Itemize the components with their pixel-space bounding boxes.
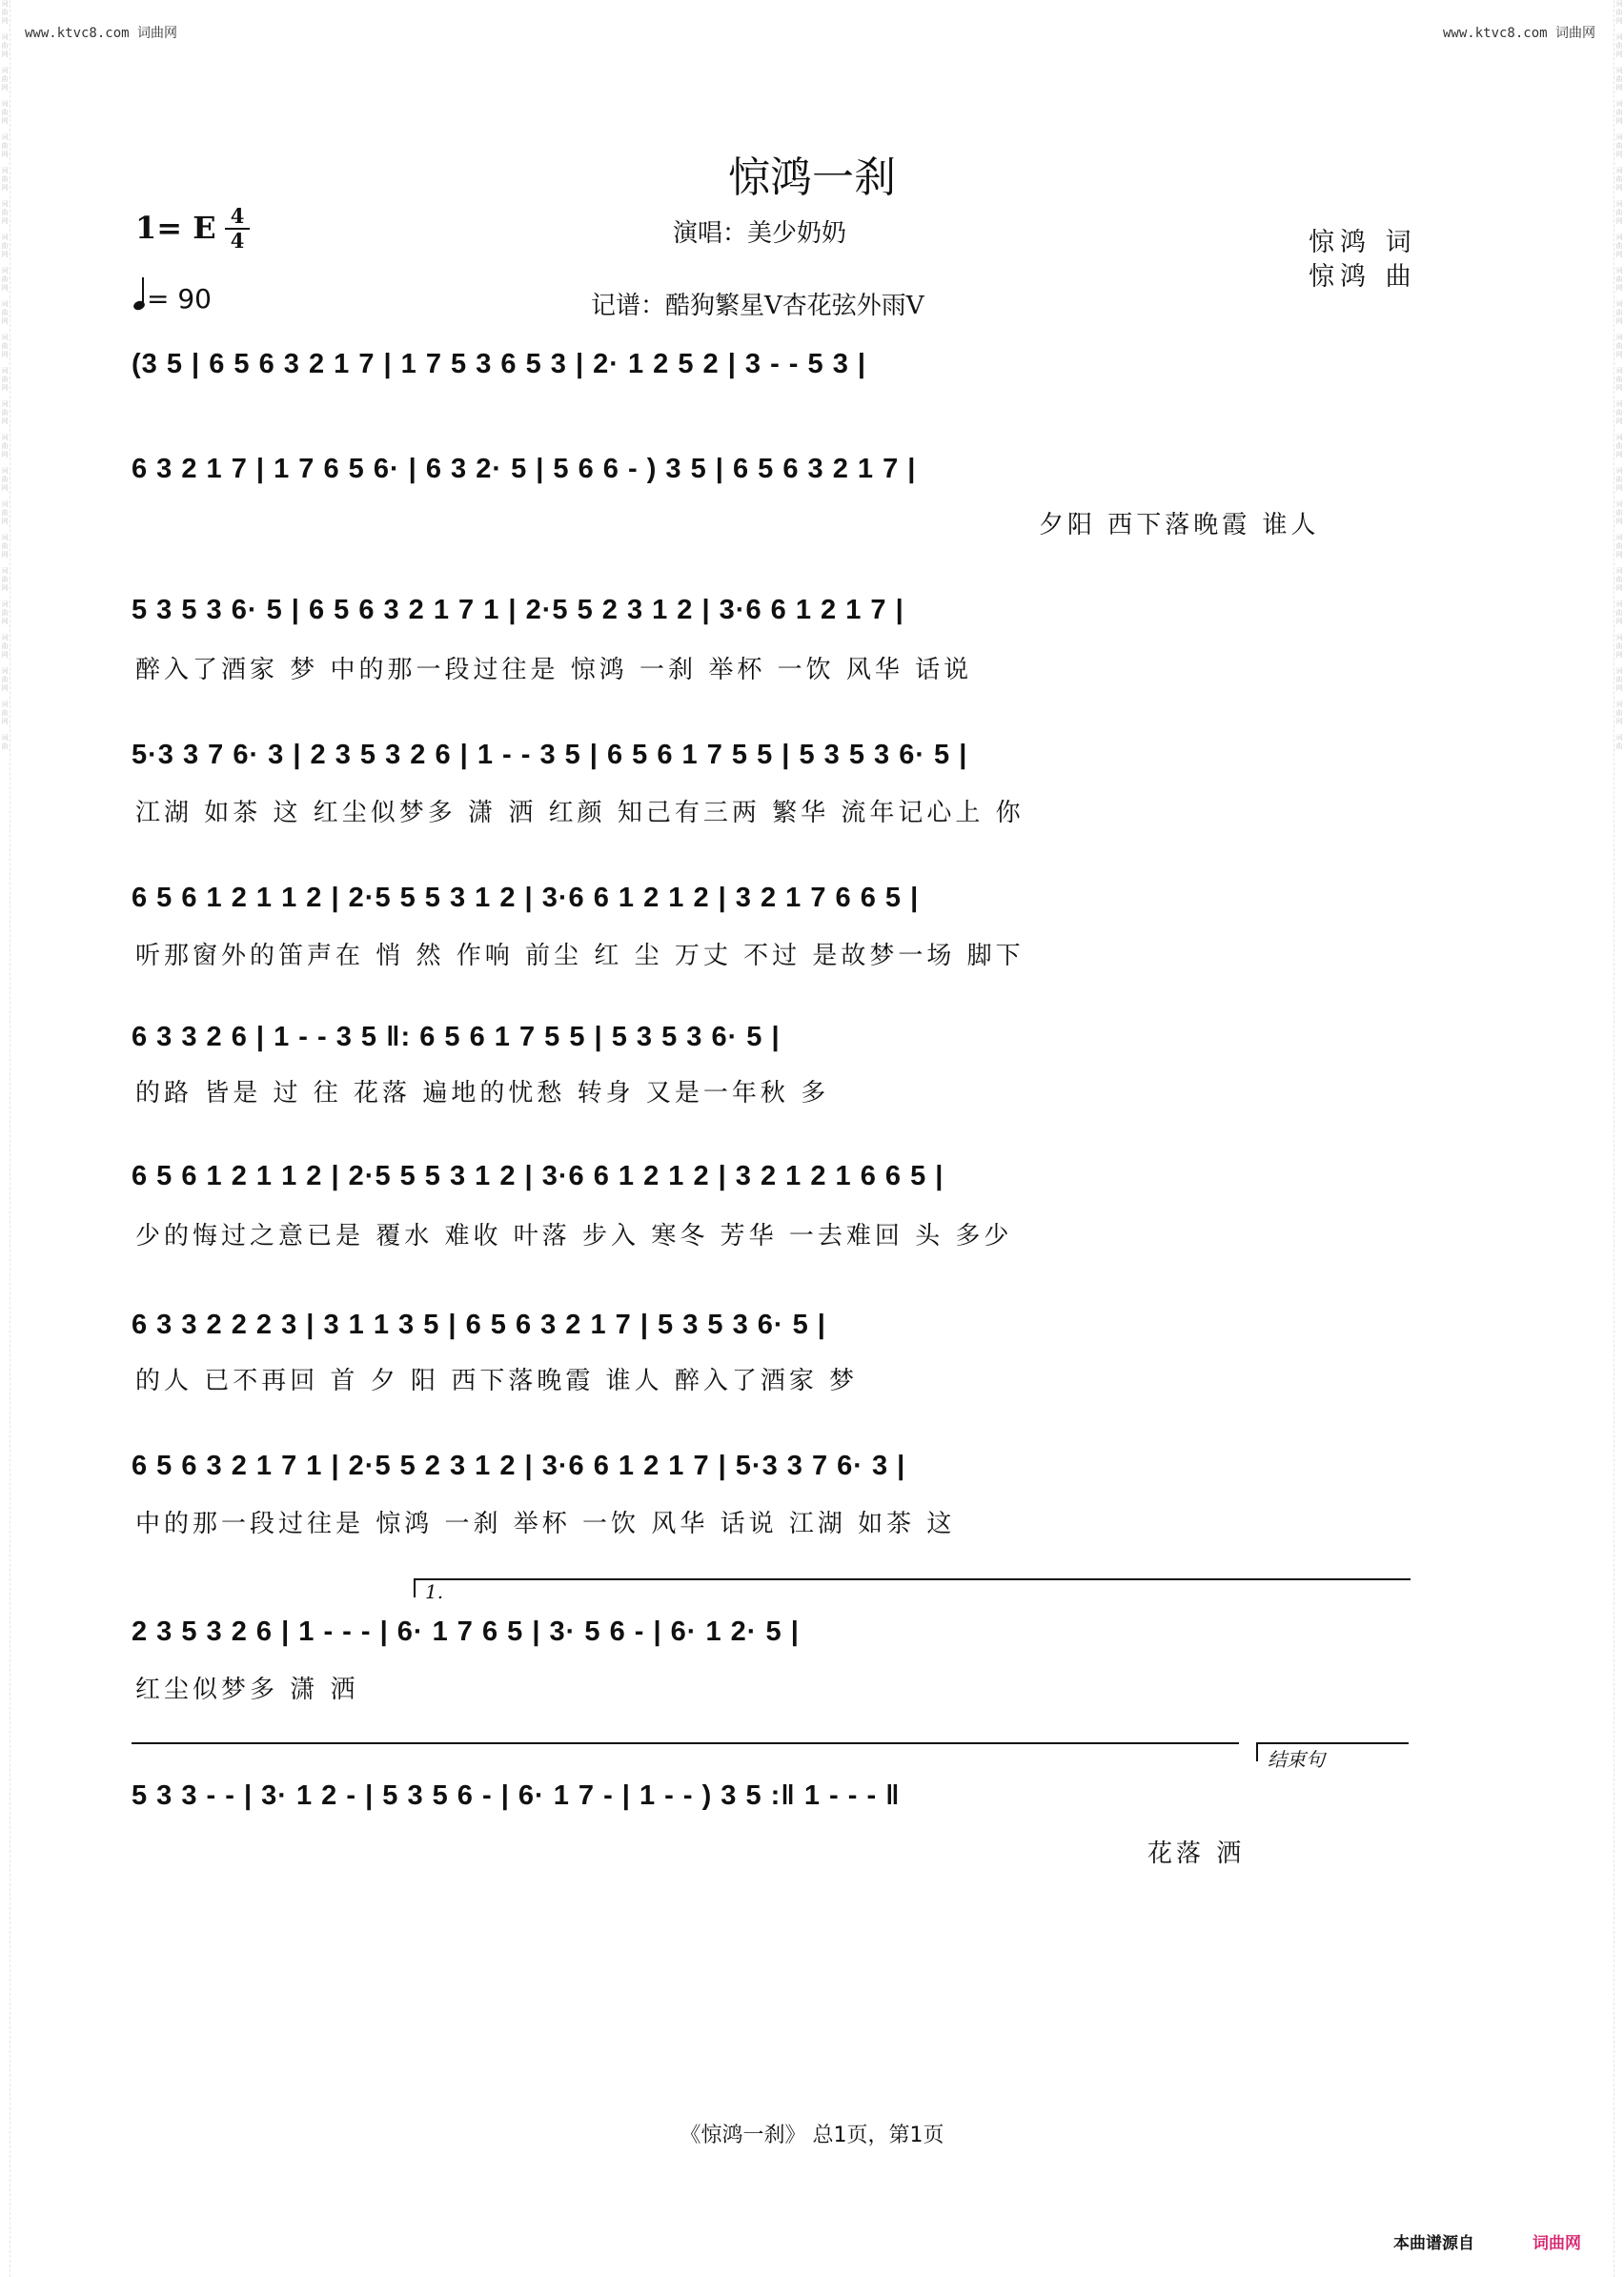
- time-signature-top: 4: [230, 204, 245, 228]
- time-signature-bottom: 4: [230, 229, 245, 253]
- side-watermark-glyph: 词: [1, 0, 9, 8]
- composer-credit: 惊鸿 曲: [1309, 262, 1417, 292]
- lyric-line-2: 夕阳 西下落晚霞 谁人: [1039, 511, 1320, 539]
- side-watermark-glyph: 网: [1, 551, 9, 559]
- side-watermark-glyph: 网: [1615, 718, 1623, 725]
- side-watermark-glyph: 词: [1, 534, 9, 541]
- side-watermark-glyph: 网: [1, 17, 9, 25]
- source-label: 本曲谱源自: [1393, 2234, 1474, 2253]
- side-watermark-glyph: 曲: [1, 476, 9, 483]
- side-watermark-glyph: 曲: [1615, 309, 1623, 316]
- quarter-note-icon: [132, 299, 146, 312]
- side-watermark-glyph: 词: [1615, 167, 1623, 174]
- side-watermark-glyph: 词: [1615, 0, 1623, 8]
- side-watermark-glyph: 词: [1615, 500, 1623, 508]
- music-line-1: (3 5 | 6 5 6 3 2 1 7 | 1 7 5 3 6 5 3 | 2· 1 2 5 2 | 3 - - 5 3 |: [132, 349, 866, 379]
- side-watermark-glyph: 网: [1, 451, 9, 458]
- lyric-line-7: 少的悔过之意已是 覆水 难收 叶落 步入 寒冬 芳华 一去难回 头 多少: [135, 1222, 1013, 1250]
- side-watermark-glyph: 词: [1615, 33, 1623, 41]
- side-watermark-glyph: 曲: [1615, 609, 1623, 617]
- side-watermark-glyph: 网: [1, 317, 9, 325]
- side-watermark-glyph: 网: [1615, 584, 1623, 592]
- site-watermark-left: www.ktvc8.com 词曲网: [25, 26, 178, 41]
- music-line-10: 2 3 5 3 2 6 | 1 - - - | 6· 1 7 6 5 | 3· 5 6 - | 6· 1 2· 5 |: [132, 1616, 800, 1647]
- side-watermark-glyph: 网: [1615, 551, 1623, 559]
- music-line-9: 6 5 6 3 2 1 7 1 | 2·5 5 2 3 1 2 | 3·6 6 1 2 1 7 | 5·3 3 7 6· 3 |: [132, 1451, 906, 1481]
- side-watermark-glyph: 网: [1615, 51, 1623, 58]
- side-watermark-glyph: 网: [1, 684, 9, 692]
- lyric-line-10: 红尘似梦多 潇 洒: [135, 1676, 359, 1704]
- side-watermark-glyph: 词: [1, 701, 9, 708]
- side-watermark-glyph: 网: [1, 217, 9, 225]
- side-watermark-glyph: 曲: [1615, 42, 1623, 50]
- side-watermark-glyph: 词: [1, 467, 9, 475]
- page-info: 《惊鸿一刹》 总1页，第1页: [680, 2124, 944, 2147]
- right-side-strip: [1614, 0, 1624, 2277]
- side-watermark-glyph: 词: [1, 33, 9, 41]
- side-watermark-glyph: 曲: [1, 209, 9, 216]
- side-watermark-glyph: 曲: [1615, 576, 1623, 583]
- side-watermark-glyph: 网: [1, 351, 9, 358]
- side-watermark-glyph: 曲: [1615, 242, 1623, 250]
- side-watermark-glyph: 词: [1, 67, 9, 74]
- side-watermark-glyph: 词: [1615, 534, 1623, 541]
- lyric-line-4: 江湖 如茶 这 红尘似梦多 潇 洒 红颜 知己有三两 繁华 流年记心上 你: [135, 799, 1025, 827]
- volta-label-1: 1.: [425, 1580, 444, 1603]
- side-watermark-glyph: 曲: [1, 409, 9, 417]
- side-watermark-glyph: 词: [1, 567, 9, 575]
- side-watermark-glyph: 曲: [1, 742, 9, 750]
- side-watermark-glyph: 词: [1615, 734, 1623, 742]
- side-watermark-glyph: 曲: [1615, 209, 1623, 216]
- side-watermark-glyph: 网: [1615, 84, 1623, 91]
- lyric-line-11: 花落 洒: [1147, 1840, 1246, 1868]
- side-watermark-glyph: 曲: [1, 509, 9, 517]
- side-watermark-glyph: 曲: [1615, 75, 1623, 83]
- side-watermark-glyph: 曲: [1615, 109, 1623, 116]
- side-watermark-glyph: 词: [1615, 400, 1623, 408]
- side-watermark-glyph: 曲: [1, 342, 9, 350]
- side-watermark-glyph: 词: [1, 367, 9, 375]
- side-watermark-glyph: 词: [1615, 434, 1623, 441]
- side-watermark-glyph: 曲: [1615, 542, 1623, 550]
- music-line-8: 6 3 3 2 2 2 3 | 3 1 1 3 5 | 6 5 6 3 2 1 7 | 5 3 5 3 6· 5 |: [132, 1310, 826, 1340]
- volta-bracket-1-continued: [132, 1742, 1239, 1744]
- lyricist-credit: 惊鸿 词: [1309, 228, 1417, 257]
- side-watermark-glyph: 网: [1, 151, 9, 158]
- side-watermark-glyph: 词: [1615, 367, 1623, 375]
- side-watermark-glyph: 网: [1, 618, 9, 625]
- side-watermark-glyph: 网: [1, 584, 9, 592]
- side-watermark-glyph: 曲: [1615, 742, 1623, 750]
- side-watermark-glyph: 网: [1615, 518, 1623, 525]
- side-watermark-glyph: 词: [1, 300, 9, 308]
- side-watermark-glyph: 网: [1615, 151, 1623, 158]
- side-watermark-glyph: 曲: [1, 142, 9, 150]
- side-watermark-glyph: 词: [1, 634, 9, 641]
- side-watermark-glyph: 曲: [1615, 676, 1623, 683]
- side-watermark-glyph: 曲: [1, 376, 9, 383]
- tempo-value: = 90: [147, 283, 212, 315]
- lyric-line-3: 醉入了酒家 梦 中的那一段过往是 惊鸿 一刹 举杯 一饮 风华 话说: [135, 656, 973, 684]
- side-watermark-glyph: 曲: [1615, 342, 1623, 350]
- transcriber-credit: 记谱：酷狗繁星V杏花弦外雨V: [591, 292, 924, 320]
- side-watermark-glyph: 词: [1615, 133, 1623, 141]
- side-watermark-glyph: 曲: [1, 42, 9, 50]
- side-watermark-glyph: 网: [1615, 684, 1623, 692]
- side-watermark-glyph: 词: [1615, 300, 1623, 308]
- side-watermark-glyph: 词: [1, 600, 9, 608]
- side-watermark-glyph: 网: [1615, 217, 1623, 225]
- side-watermark-glyph: 词: [1615, 567, 1623, 575]
- music-line-11: 5 3 3 - - | 3· 1 2 - | 5 3 5 6 - | 6· 1 7 - | 1 - - ) 3 5 :‖ 1 - - - ‖: [132, 1780, 901, 1811]
- key-signature: 1= E: [135, 210, 216, 246]
- side-watermark-glyph: 词: [1, 100, 9, 108]
- lyric-line-9: 中的那一段过往是 惊鸿 一刹 举杯 一饮 风华 话说 江湖 如茶 这: [135, 1510, 956, 1538]
- side-watermark-glyph: 曲: [1, 275, 9, 283]
- side-watermark-glyph: 词: [1615, 334, 1623, 341]
- side-watermark-glyph: 词: [1615, 200, 1623, 208]
- side-watermark-glyph: 词: [1, 200, 9, 208]
- side-watermark-glyph: 词: [1, 133, 9, 141]
- side-watermark-glyph: 曲: [1, 242, 9, 250]
- music-line-5: 6 5 6 1 2 1 1 2 | 2·5 5 5 3 1 2 | 3·6 6 1 2 1 2 | 3 2 1 7 6 6 5 |: [132, 883, 920, 913]
- side-watermark-glyph: 曲: [1615, 376, 1623, 383]
- side-watermark-glyph: 词: [1615, 267, 1623, 274]
- side-watermark-glyph: 曲: [1615, 9, 1623, 16]
- music-line-2: 6 3 2 1 7 | 1 7 6 5 6· | 6 3 2· 5 | 5 6 6 - ) 3 5 | 6 5 6 3 2 1 7 |: [132, 454, 917, 484]
- side-watermark-glyph: 曲: [1615, 642, 1623, 650]
- side-watermark-glyph: 词: [1615, 100, 1623, 108]
- side-watermark-glyph: 网: [1, 518, 9, 525]
- side-watermark-glyph: 曲: [1, 576, 9, 583]
- side-watermark-glyph: 网: [1, 651, 9, 659]
- left-side-strip: [0, 0, 10, 2277]
- side-watermark-glyph: 曲: [1615, 175, 1623, 183]
- side-watermark-glyph: 网: [1615, 417, 1623, 425]
- music-line-3: 5 3 5 3 6· 5 | 6 5 6 3 2 1 7 1 | 2·5 5 2 3 1 2 | 3·6 6 1 2 1 7 |: [132, 595, 904, 625]
- side-watermark-glyph: 词: [1, 734, 9, 742]
- side-watermark-glyph: 曲: [1, 609, 9, 617]
- side-watermark-glyph: 词: [1615, 634, 1623, 641]
- side-watermark-glyph: 词: [1615, 667, 1623, 675]
- site-watermark-right: www.ktvc8.com 词曲网: [1443, 26, 1596, 41]
- side-watermark-glyph: 网: [1615, 351, 1623, 358]
- side-watermark-glyph: 曲: [1, 442, 9, 450]
- side-watermark-glyph: 曲: [1615, 442, 1623, 450]
- side-watermark-glyph: 曲: [1, 676, 9, 683]
- side-watermark-glyph: 词: [1, 500, 9, 508]
- song-title: 惊鸿一刹: [728, 153, 896, 202]
- side-watermark-glyph: 词: [1615, 701, 1623, 708]
- side-watermark-glyph: 曲: [1, 9, 9, 16]
- side-watermark-glyph: 网: [1, 51, 9, 58]
- side-watermark-glyph: 曲: [1, 75, 9, 83]
- tempo-marking: [133, 283, 212, 315]
- lyric-line-8: 的人 已不再回 首 夕 阳 西下落晚霞 谁人 醉入了酒家 梦: [135, 1367, 859, 1395]
- source-brand-link[interactable]: 词曲网: [1533, 2234, 1581, 2253]
- side-watermark-glyph: 词: [1, 667, 9, 675]
- side-watermark-glyph: 网: [1615, 184, 1623, 192]
- side-watermark-glyph: 网: [1615, 251, 1623, 258]
- side-watermark-glyph: 曲: [1615, 476, 1623, 483]
- side-watermark-glyph: 曲: [1615, 409, 1623, 417]
- singer-credit: 演唱：美少奶奶: [673, 219, 847, 248]
- side-watermark-glyph: 网: [1, 284, 9, 292]
- volta-bracket-1: [414, 1578, 1411, 1580]
- side-watermark-glyph: 词: [1, 400, 9, 408]
- side-watermark-glyph: 网: [1615, 384, 1623, 392]
- side-watermark-glyph: 曲: [1, 642, 9, 650]
- side-watermark-glyph: 网: [1615, 284, 1623, 292]
- side-watermark-glyph: 词: [1, 334, 9, 341]
- side-watermark-glyph: 网: [1615, 451, 1623, 458]
- side-watermark-glyph: 曲: [1615, 709, 1623, 717]
- side-watermark-glyph: 曲: [1615, 275, 1623, 283]
- side-watermark-glyph: 曲: [1, 542, 9, 550]
- music-line-7: 6 5 6 1 2 1 1 2 | 2·5 5 5 3 1 2 | 3·6 6 1 2 1 2 | 3 2 1 2 1 6 6 5 |: [132, 1161, 944, 1191]
- side-watermark-glyph: 曲: [1615, 509, 1623, 517]
- side-watermark-glyph: 词: [1, 267, 9, 274]
- side-watermark-glyph: 词: [1615, 600, 1623, 608]
- side-watermark-glyph: 网: [1615, 651, 1623, 659]
- side-watermark-glyph: 网: [1615, 17, 1623, 25]
- side-watermark-glyph: 曲: [1, 709, 9, 717]
- side-watermark-glyph: 网: [1615, 317, 1623, 325]
- side-watermark-glyph: 曲: [1, 109, 9, 116]
- side-watermark-glyph: 网: [1, 117, 9, 125]
- side-watermark-glyph: 网: [1, 384, 9, 392]
- side-watermark-glyph: 网: [1, 484, 9, 492]
- side-watermark-glyph: 网: [1615, 484, 1623, 492]
- side-watermark-glyph: 词: [1615, 234, 1623, 241]
- music-line-4: 5·3 3 7 6· 3 | 2 3 5 3 2 6 | 1 - - 3 5 | 6 5 6 1 7 5 5 | 5 3 5 3 6· 5 |: [132, 740, 968, 770]
- music-line-6: 6 3 3 2 6 | 1 - - 3 5 ‖: 6 5 6 1 7 5 5 | 5 3 5 3 6· 5 |: [132, 1022, 781, 1052]
- side-watermark-glyph: 网: [1, 251, 9, 258]
- side-watermark-glyph: 词: [1, 167, 9, 174]
- time-signature: [225, 206, 250, 252]
- side-watermark-glyph: 词: [1, 234, 9, 241]
- side-watermark-glyph: 词: [1, 434, 9, 441]
- volta-label-ending: 结束句: [1268, 1748, 1325, 1771]
- lyric-line-6: 的路 皆是 过 往 花落 遍地的忧愁 转身 又是一年秋 多: [135, 1079, 830, 1108]
- side-watermark-glyph: 网: [1, 184, 9, 192]
- side-watermark-glyph: 曲: [1615, 142, 1623, 150]
- side-watermark-glyph: 词: [1615, 467, 1623, 475]
- side-watermark-glyph: 曲: [1, 175, 9, 183]
- lyric-line-5: 听那窗外的笛声在 悄 然 作响 前尘 红 尘 万丈 不过 是故梦一场 脚下: [135, 942, 1025, 970]
- side-watermark-glyph: 网: [1, 84, 9, 91]
- side-watermark-glyph: 网: [1, 417, 9, 425]
- side-watermark-glyph: 曲: [1, 309, 9, 316]
- side-watermark-glyph: 词: [1615, 67, 1623, 74]
- side-watermark-glyph: 网: [1615, 618, 1623, 625]
- side-watermark-glyph: 网: [1615, 117, 1623, 125]
- side-watermark-glyph: 网: [1, 718, 9, 725]
